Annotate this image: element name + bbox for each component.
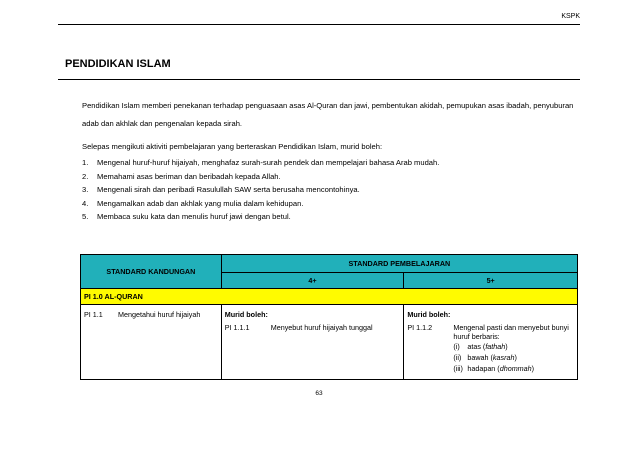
objective-item <box>82 172 439 186</box>
curriculum-table <box>80 254 578 380</box>
header-standard-pembelajaran: STANDARD PEMBELAJARAN <box>221 255 577 273</box>
sp4-text: Menyebut huruf hijaiyah tunggal <box>270 323 373 332</box>
sk-code: PI 1.1 <box>84 310 103 319</box>
sp-age5-cell <box>404 305 578 380</box>
section-row: PI 1.0 AL-QURAN <box>81 289 578 305</box>
objective-item <box>82 158 439 172</box>
sk-text: Mengetahui huruf hijaiyah <box>118 310 201 319</box>
sp5-head: Murid boleh: <box>407 310 451 319</box>
intro-paragraph: Pendidikan Islam memberi penekanan terhadap penguasaan asas Al-Quran dan jawi, pembentukan akidah, pemupukan asas ibadah, penyuburan adab dan akhlak dan pengenalan kepada sirah. <box>82 101 574 128</box>
header-standard-kandungan: STANDARD KANDUNGAN <box>81 255 222 289</box>
objective-number: 5. <box>82 212 89 221</box>
objective-text: Mengenal huruf-huruf hijaiyah, menghafaz surah-surah pendek dan mempelajari bahasa Arab mudah. <box>97 158 440 167</box>
sp5-code: PI 1.1.2 <box>407 323 433 332</box>
header-tag: KSPK <box>561 13 580 20</box>
objective-number: 2. <box>82 171 89 181</box>
sp5-sub-item: (iii) hadapan (dhommah) <box>453 364 535 373</box>
objectives-lead: Selepas mengikuti aktiviti pembelajaran yang berteraskan Pendidikan Islam, murid boleh: <box>82 142 383 151</box>
objective-number: 3. <box>82 185 89 194</box>
objective-item <box>82 199 439 213</box>
objective-text: Mengenali sirah dan peribadi Rasulullah SAW serta berusaha mencontohinya. <box>97 185 360 194</box>
objective-item <box>82 212 439 226</box>
objective-number: 1. <box>82 158 89 167</box>
header-age-4: 4+ <box>221 273 404 289</box>
objective-text: Membaca suku kata dan menulis huruf jawi dengan betul. <box>97 212 291 221</box>
page-number: 63 <box>315 390 323 397</box>
standard-kandungan-cell <box>81 305 222 380</box>
sp4-head: Murid boleh: <box>224 310 268 319</box>
objective-number: 4. <box>82 198 89 208</box>
sp5-sub-item: (ii) bawah (kasrah) <box>453 353 517 362</box>
title-divider <box>58 79 580 80</box>
header-age-5: 5+ <box>404 273 578 289</box>
objective-item <box>82 185 439 199</box>
objectives-list <box>82 158 439 226</box>
page-title: PENDIDIKAN ISLAM <box>65 58 171 70</box>
sp5-text: Mengenal pasti dan menyebut bunyi huruf berbaris: <box>453 323 569 341</box>
objective-text: Mengamalkan adab dan akhlak yang mulia dalam kehidupan. <box>97 198 304 208</box>
sp5-sub-item: (i) atas (fathah) <box>453 342 508 351</box>
sp4-code: PI 1.1.1 <box>224 323 250 332</box>
objective-text: Memahami asas beriman dan beribadah kepada Allah. <box>97 171 281 181</box>
header-divider <box>58 24 580 25</box>
sp-age4-cell <box>221 305 404 380</box>
